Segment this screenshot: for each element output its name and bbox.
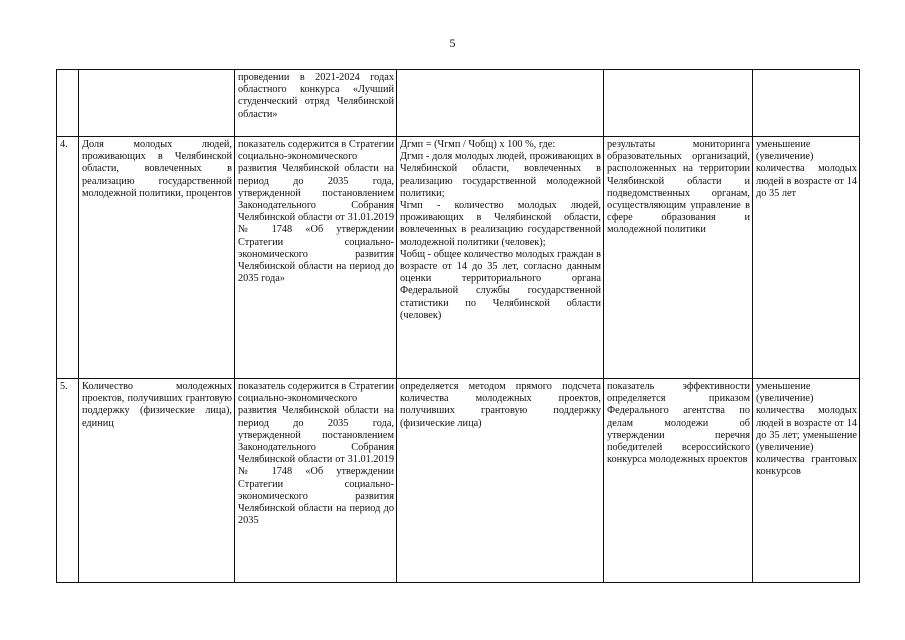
data-source-cell: показатель эффективности определяется приказом Федерального агентства по делам молодежи об утверждении перечня победителей всероссийского конкурса молодежных проектов [604, 379, 753, 583]
trend-cell [753, 70, 860, 137]
method-text: определяется методом прямого подсчета количества молодежных проектов, получивших грантовую поддержку (физические лица) [400, 381, 601, 429]
row-number: 4. [57, 137, 79, 379]
indicators-table [56, 69, 860, 583]
formula-definition: Дгмп - доля молодых людей, проживающих в Челябинской области, вовлеченных в реализацию государственной молодежной политики; [400, 151, 601, 199]
trend-cell: уменьшение (увеличение) количества молодых людей в возрасте от 14 до 35 лет; уменьшение (увеличение) количества грантовых конкурсов [753, 379, 860, 583]
row-number: 5. [57, 379, 79, 583]
row-number [57, 70, 79, 137]
page-number: 5 [449, 36, 456, 50]
table-row [57, 137, 860, 379]
trend-cell: уменьшение (увеличение) количества молодых людей в возрасте от 14 до 35 лет [753, 137, 860, 379]
source-cell: показатель содержится в Стратегии социально-экономического развития Челябинской области на период до 2035 года, утвержденной постановлением Законодательного Собрания Челябинской области от 31.01.2019 № 1748 «Об утверждении Стратегии социально-экономического развития Челябинской области на период до 2035 года» [235, 137, 397, 379]
data-source-cell [604, 70, 753, 137]
formula-definition: Чгмп - количество молодых людей, проживающих в Челябинской области, вовлеченных в реализацию государственной молодежной политики (человек); [400, 200, 601, 248]
method-cell [397, 70, 604, 137]
method-cell [397, 379, 604, 583]
table-row [57, 70, 860, 137]
indicator-cell: Доля молодых людей, проживающих в Челябинской области, вовлеченных в реализацию государственной молодежной политики, процентов [79, 137, 235, 379]
method-cell [397, 137, 604, 379]
source-cell: проведении в 2021-2024 годах областного конкурса «Лучший студенческий отряд Челябинской области» [235, 70, 397, 137]
formula-definition: Чобщ - общее количество молодых граждан в возрасте от 14 до 35 лет, согласно данным оценки территориального органа Федеральной службы государственной статистики по Челябинской области (человек) [400, 248, 601, 321]
formula-line: Дгмп = (Чгмп / Чобщ) х 100 %, где: [400, 139, 556, 150]
indicator-cell [79, 70, 235, 137]
data-source-cell: результаты мониторинга образовательных организаций, расположенных на территории Челябинской области и подведомственных органам, осуществляющим управление в сфере образования и молодежной политики [604, 137, 753, 379]
source-cell: показатель содержится в Стратегии социально-экономического развития Челябинской области на период до 2035 года, утвержденной постановлением Законодательного Собрания Челябинской области от 31.01.2019 № 1748 «Об утверждении Стратегии социально-экономического развития Челябинской области на период до 2035 [235, 379, 397, 583]
indicator-cell: Количество молодежных проектов, получивших грантовую поддержку (физические лица), единиц [79, 379, 235, 583]
table-row [57, 379, 860, 583]
